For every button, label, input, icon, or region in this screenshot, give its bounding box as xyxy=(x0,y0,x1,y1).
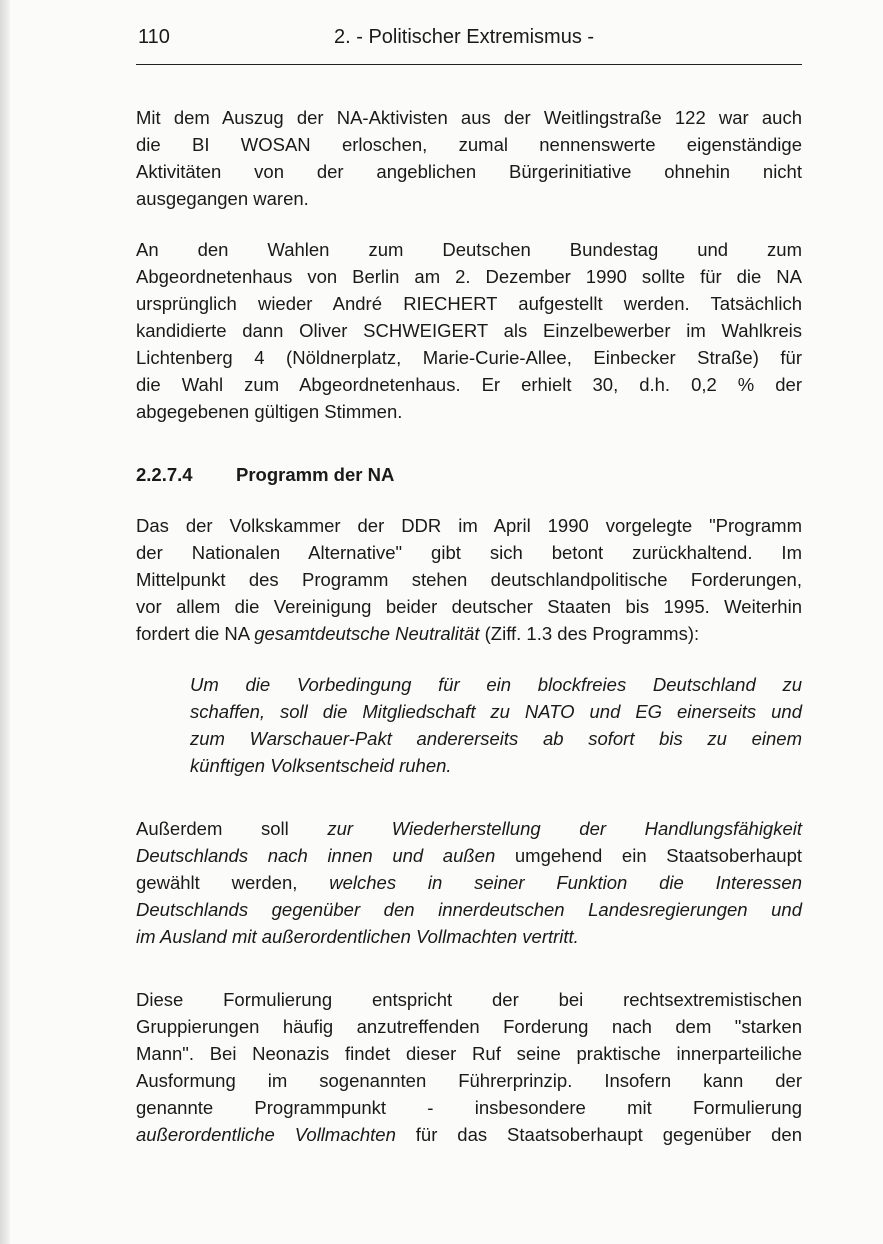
text-run: umgehend ein Staatsoberhaupt xyxy=(495,845,803,866)
text-run: (Ziff. 1.3 des Programms): xyxy=(479,623,700,644)
text-line xyxy=(136,869,802,896)
paragraph-2 xyxy=(136,236,802,425)
emphasis-text: Deutschlands nach innen und außen xyxy=(136,845,496,866)
text-line: Ausformung im sogenannten Führerprinzip. Insofern kann der xyxy=(136,1070,802,1091)
text-run: Außerdem soll xyxy=(136,818,328,839)
running-head: 2. - Politischer Extremismus - xyxy=(334,26,595,48)
text-line: Mann". Bei Neonazis findet dieser Ruf seine praktische innerparteiliche xyxy=(136,1043,802,1064)
emphasis-text: außerordentliche Vollmachten xyxy=(136,1124,396,1145)
paragraph-4 xyxy=(136,815,802,950)
text-line: Mit dem Auszug der NA-Aktivisten aus der Weitlingstraße 122 war auch xyxy=(136,107,802,128)
text-line: vor allem die Vereinigung beider deutscher Staaten bis 1995. Weiterhin xyxy=(136,596,802,617)
text-line: die BI WOSAN erloschen, zumal nennenswerte eigenständige xyxy=(136,134,802,155)
body-text xyxy=(136,104,802,1148)
quote-line: künftigen Volksentscheid ruhen. xyxy=(190,755,452,776)
text-line: ausgegangen waren. xyxy=(136,188,309,209)
text-line: An den Wahlen zum Deutschen Bundestag und zum xyxy=(136,239,802,260)
text-line: kandidierte dann Oliver SCHWEIGERT als Einzelbewerber im Wahlkreis xyxy=(136,320,802,341)
emphasis-text: gesamtdeutsche Neutralität xyxy=(254,623,480,644)
page-header xyxy=(138,26,802,56)
text-line xyxy=(136,620,802,647)
quote-line: schaffen, soll die Mitgliedschaft zu NATO und EG einerseits und xyxy=(190,701,802,722)
text-line xyxy=(136,815,802,842)
text-line: im Ausland mit außerordentlichen Vollmachten vertritt. xyxy=(136,926,579,947)
text-line: Gruppierungen häufig anzutreffenden Forderung nach dem "starken xyxy=(136,1016,802,1037)
text-line: Deutschlands gegenüber den innerdeutschen Landesregierungen und xyxy=(136,899,802,920)
text-line: ursprünglich wieder André RIECHERT aufgestellt werden. Tatsächlich xyxy=(136,293,802,314)
text-line xyxy=(136,1121,802,1148)
text-line: Diese Formulierung entspricht der bei rechtsextremistischen xyxy=(136,989,802,1010)
section-number: 2.2.7.4 xyxy=(136,464,193,485)
text-run: für das Staatsoberhaupt gegenüber den xyxy=(395,1124,802,1145)
header-rule xyxy=(136,64,802,65)
quote-line: Um die Vorbedingung für ein blockfreies Deutschland zu xyxy=(190,674,802,695)
paragraph-3 xyxy=(136,512,802,647)
text-line: Mittelpunkt des Programm stehen deutschlandpolitische Forderungen, xyxy=(136,569,802,590)
text-run: fordert die NA xyxy=(136,623,255,644)
paragraph-5 xyxy=(136,986,802,1148)
emphasis-text: welches in seiner Funktion die Interessen xyxy=(329,872,802,893)
paragraph-1 xyxy=(136,104,802,212)
text-line: genannte Programmpunkt - insbesondere mit Formulierung xyxy=(136,1097,802,1118)
text-line xyxy=(136,842,802,869)
block-quote xyxy=(190,671,802,779)
text-line: Lichtenberg 4 (Nöldnerplatz, Marie-Curie-Allee, Einbecker Straße) für xyxy=(136,347,802,368)
text-line: die Wahl zum Abgeordnetenhaus. Er erhielt 30, d.h. 0,2 % der xyxy=(136,374,802,395)
text-line: abgegebenen gültigen Stimmen. xyxy=(136,401,403,422)
section-heading xyxy=(136,461,802,488)
section-title: Programm der NA xyxy=(236,464,395,485)
page-edge-shadow xyxy=(0,0,10,1244)
text-line: Das der Volkskammer der DDR im April 1990 vorgelegte "Programm xyxy=(136,515,802,536)
emphasis-text: zur Wiederherstellung der Handlungsfähigkeit xyxy=(327,818,803,839)
text-run: gewählt werden, xyxy=(136,872,330,893)
text-line: der Nationalen Alternative" gibt sich betont zurückhaltend. Im xyxy=(136,542,802,563)
quote-line: zum Warschauer-Pakt andererseits ab sofort bis zu einem xyxy=(190,728,802,749)
text-line: Aktivitäten von der angeblichen Bürgerinitiative ohnehin nicht xyxy=(136,161,802,182)
text-line: Abgeordnetenhaus von Berlin am 2. Dezember 1990 sollte für die NA xyxy=(136,266,802,287)
page-number: 110 xyxy=(138,26,170,48)
